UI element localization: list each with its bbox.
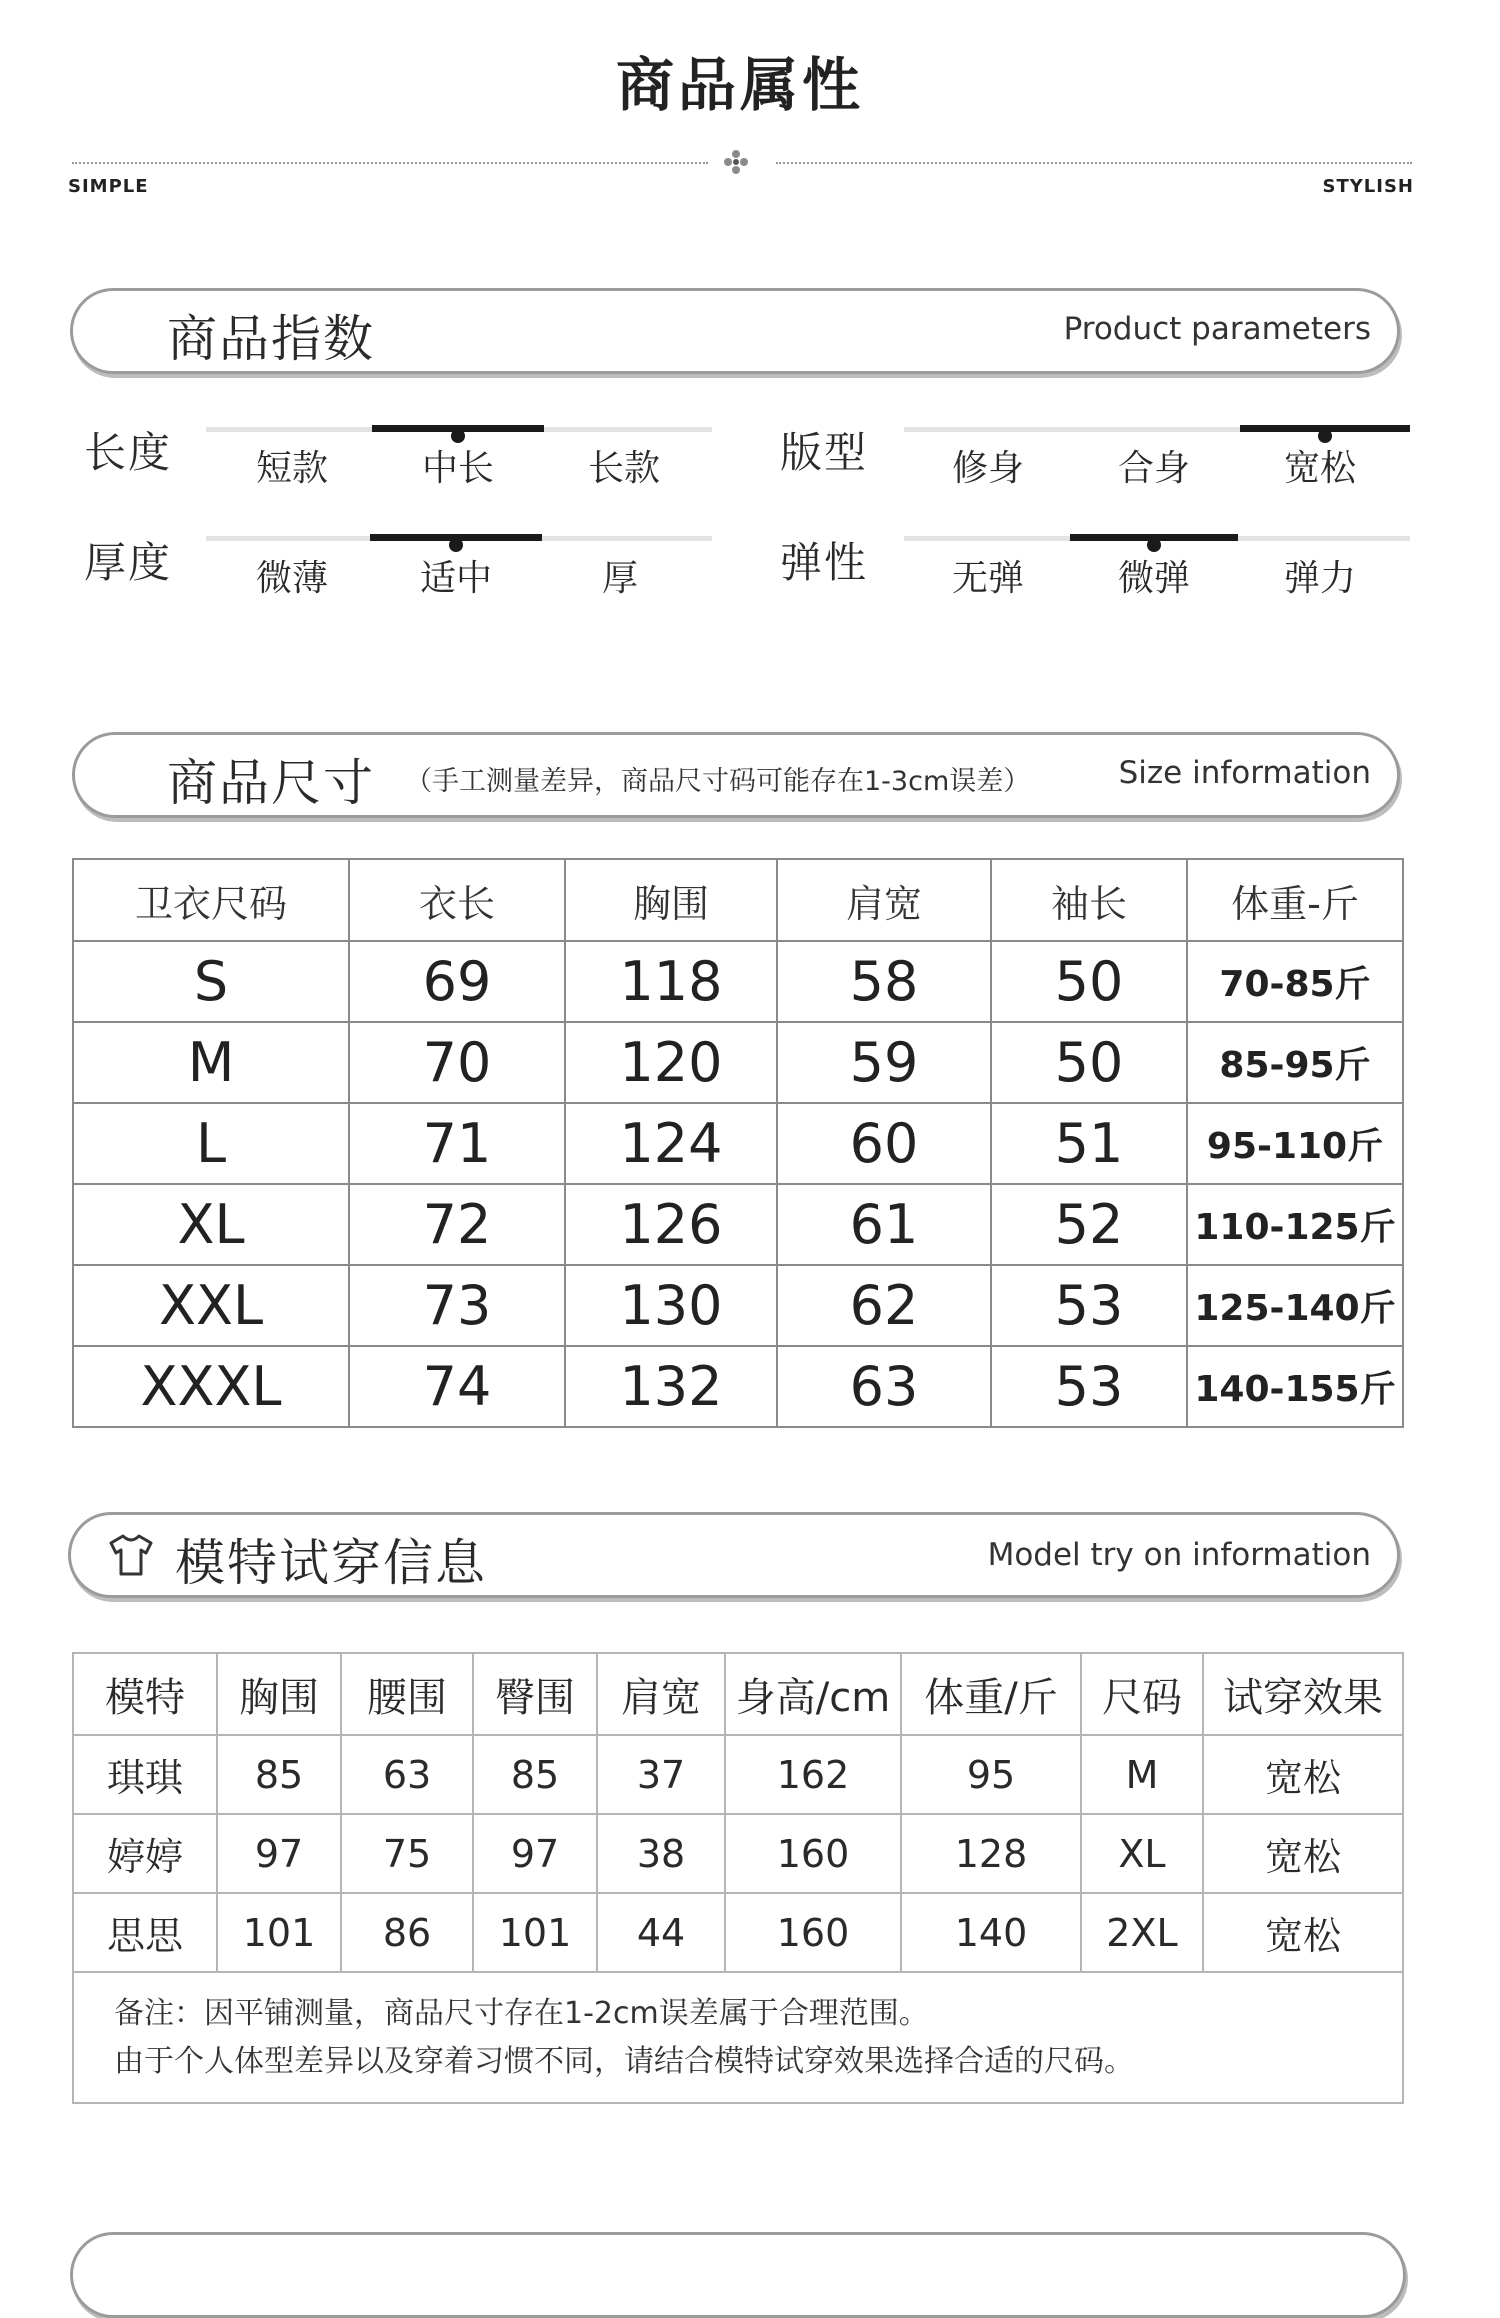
model-cell: 160	[725, 1814, 901, 1893]
size-cell: 95-110斤	[1187, 1103, 1403, 1184]
divider-right	[776, 162, 1412, 164]
model-cell: M	[1081, 1735, 1203, 1814]
size-cell: 85-95斤	[1187, 1022, 1403, 1103]
model-cell: 63	[341, 1735, 473, 1814]
size-cell: 125-140斤	[1187, 1265, 1403, 1346]
size-cell: 59	[777, 1022, 991, 1103]
model-col-header: 身高/cm	[725, 1653, 901, 1735]
page-title: 商品属性	[615, 51, 864, 119]
size-cell: 130	[565, 1265, 777, 1346]
size-table-header-row	[73, 859, 1403, 941]
model-cell: 140	[901, 1893, 1081, 1972]
param-fit-opt-3: 宽松	[1283, 448, 1356, 489]
size-cell: 132	[565, 1346, 777, 1427]
model-note-line-2: 由于个人体型差异以及穿着习惯不同，请结合模特试穿效果选择合适的尺码。	[114, 2043, 1134, 2079]
model-cell: 44	[597, 1893, 725, 1972]
size-cell: 61	[777, 1184, 991, 1265]
flower-ornament-icon	[722, 148, 750, 176]
model-title-en: Model try on information	[987, 1537, 1371, 1573]
model-title-cn: 模特试穿信息	[175, 1534, 487, 1592]
model-cell: 160	[725, 1893, 901, 1972]
size-col-header: 衣长	[349, 859, 565, 941]
tag-stylish: STYLISH	[1322, 176, 1414, 197]
size-cell: 118	[565, 941, 777, 1022]
size-note: （手工测量差异，商品尺寸码可能存在1-3cm误差）	[405, 766, 1031, 797]
model-cell: 101	[217, 1893, 341, 1972]
param-thickness-opt-1: 微薄	[255, 558, 328, 599]
model-col-header: 臀围	[473, 1653, 597, 1735]
size-cell: 71	[349, 1103, 565, 1184]
model-note	[73, 1972, 1403, 2103]
size-col-header: 肩宽	[777, 859, 991, 941]
size-cell: 74	[349, 1346, 565, 1427]
size-table-row	[73, 1022, 1403, 1103]
param-elasticity-opt-2: 微弹	[1117, 558, 1190, 599]
model-note-row	[73, 1972, 1403, 2103]
model-note-line-1: 备注：因平铺测量，商品尺寸存在1-2cm误差属于合理范围。	[114, 1995, 929, 2031]
model-col-header: 尺码	[1081, 1653, 1203, 1735]
size-cell: 50	[991, 1022, 1187, 1103]
size-cell: 50	[991, 941, 1187, 1022]
size-table	[72, 858, 1404, 1428]
param-length-label: 长度	[84, 428, 173, 477]
param-thickness-opt-2: 适中	[419, 558, 492, 599]
model-cell: 86	[341, 1893, 473, 1972]
size-cell: 60	[777, 1103, 991, 1184]
size-cell: 110-125斤	[1187, 1184, 1403, 1265]
param-fit-label: 版型	[780, 428, 869, 477]
model-table-row	[73, 1893, 1403, 1972]
model-section-header	[68, 1512, 1400, 1598]
model-col-header: 模特	[73, 1653, 217, 1735]
size-cell: 62	[777, 1265, 991, 1346]
model-cell: 128	[901, 1814, 1081, 1893]
size-cell: 58	[777, 941, 991, 1022]
size-table-row	[73, 1346, 1403, 1427]
model-cell: 85	[217, 1735, 341, 1814]
tshirt-icon	[107, 1533, 155, 1577]
model-cell: 2XL	[1081, 1893, 1203, 1972]
size-cell: 51	[991, 1103, 1187, 1184]
param-thickness-label: 厚度	[84, 538, 173, 587]
model-cell: 琪琪	[73, 1735, 217, 1814]
model-cell: 162	[725, 1735, 901, 1814]
model-cell: 97	[217, 1814, 341, 1893]
size-cell: 69	[349, 941, 565, 1022]
size-col-header: 袖长	[991, 859, 1187, 941]
size-col-header: 胸围	[565, 859, 777, 941]
model-cell: 97	[473, 1814, 597, 1893]
model-cell: 思思	[73, 1893, 217, 1972]
model-col-header: 体重/斤	[901, 1653, 1081, 1735]
param-elasticity-opt-1: 无弹	[951, 558, 1024, 599]
model-cell: 85	[473, 1735, 597, 1814]
model-col-header: 胸围	[217, 1653, 341, 1735]
model-table-row	[73, 1814, 1403, 1893]
model-cell: 婷婷	[73, 1814, 217, 1893]
size-table-row	[73, 1103, 1403, 1184]
model-cell: 37	[597, 1735, 725, 1814]
size-cell: 53	[991, 1265, 1187, 1346]
size-cell: 70-85斤	[1187, 941, 1403, 1022]
size-cell: L	[73, 1103, 349, 1184]
size-cell: XXL	[73, 1265, 349, 1346]
size-cell: 140-155斤	[1187, 1346, 1403, 1427]
param-length-opt-1: 短款	[255, 448, 328, 489]
param-length-opt-2: 中长	[421, 448, 494, 489]
next-section-header	[70, 2232, 1406, 2318]
size-title-en: Size information	[1118, 755, 1371, 791]
param-fit-opt-1: 修身	[951, 448, 1024, 489]
size-col-header: 卫衣尺码	[73, 859, 349, 941]
size-cell: M	[73, 1022, 349, 1103]
size-cell: 124	[565, 1103, 777, 1184]
size-table-row	[73, 1184, 1403, 1265]
params-section-header	[70, 288, 1400, 374]
tag-simple: SIMPLE	[68, 176, 149, 197]
size-cell: XL	[73, 1184, 349, 1265]
model-cell: 宽松	[1203, 1893, 1403, 1972]
param-thickness-opt-3: 厚	[601, 558, 638, 599]
size-cell: 126	[565, 1184, 777, 1265]
param-length-opt-3: 长款	[587, 448, 660, 489]
model-col-header: 试穿效果	[1203, 1653, 1403, 1735]
size-table-row	[73, 1265, 1403, 1346]
model-table-header-row	[73, 1653, 1403, 1735]
param-elasticity-label: 弹性	[780, 538, 869, 587]
model-cell: 95	[901, 1735, 1081, 1814]
param-fit-opt-2: 合身	[1117, 448, 1190, 489]
size-cell: 70	[349, 1022, 565, 1103]
model-cell: 101	[473, 1893, 597, 1972]
params-title-en: Product parameters	[1063, 311, 1371, 347]
size-cell: XXXL	[73, 1346, 349, 1427]
size-table-row	[73, 941, 1403, 1022]
model-cell: 38	[597, 1814, 725, 1893]
size-section-header	[72, 732, 1400, 818]
model-col-header: 肩宽	[597, 1653, 725, 1735]
model-cell: XL	[1081, 1814, 1203, 1893]
model-cell: 宽松	[1203, 1735, 1403, 1814]
size-cell: 72	[349, 1184, 565, 1265]
model-cell: 宽松	[1203, 1814, 1403, 1893]
size-cell: 63	[777, 1346, 991, 1427]
params-title-cn: 商品指数	[167, 310, 375, 368]
model-table-row	[73, 1735, 1403, 1814]
size-col-header: 体重-斤	[1187, 859, 1403, 941]
size-title-cn: 商品尺寸	[167, 754, 375, 812]
model-cell: 75	[341, 1814, 473, 1893]
model-col-header: 腰围	[341, 1653, 473, 1735]
model-table	[72, 1652, 1404, 2104]
size-cell: 120	[565, 1022, 777, 1103]
size-cell: 52	[991, 1184, 1187, 1265]
size-cell: S	[73, 941, 349, 1022]
size-cell: 53	[991, 1346, 1187, 1427]
param-elasticity-opt-3: 弹力	[1283, 558, 1356, 599]
divider-left	[72, 162, 708, 164]
size-cell: 73	[349, 1265, 565, 1346]
